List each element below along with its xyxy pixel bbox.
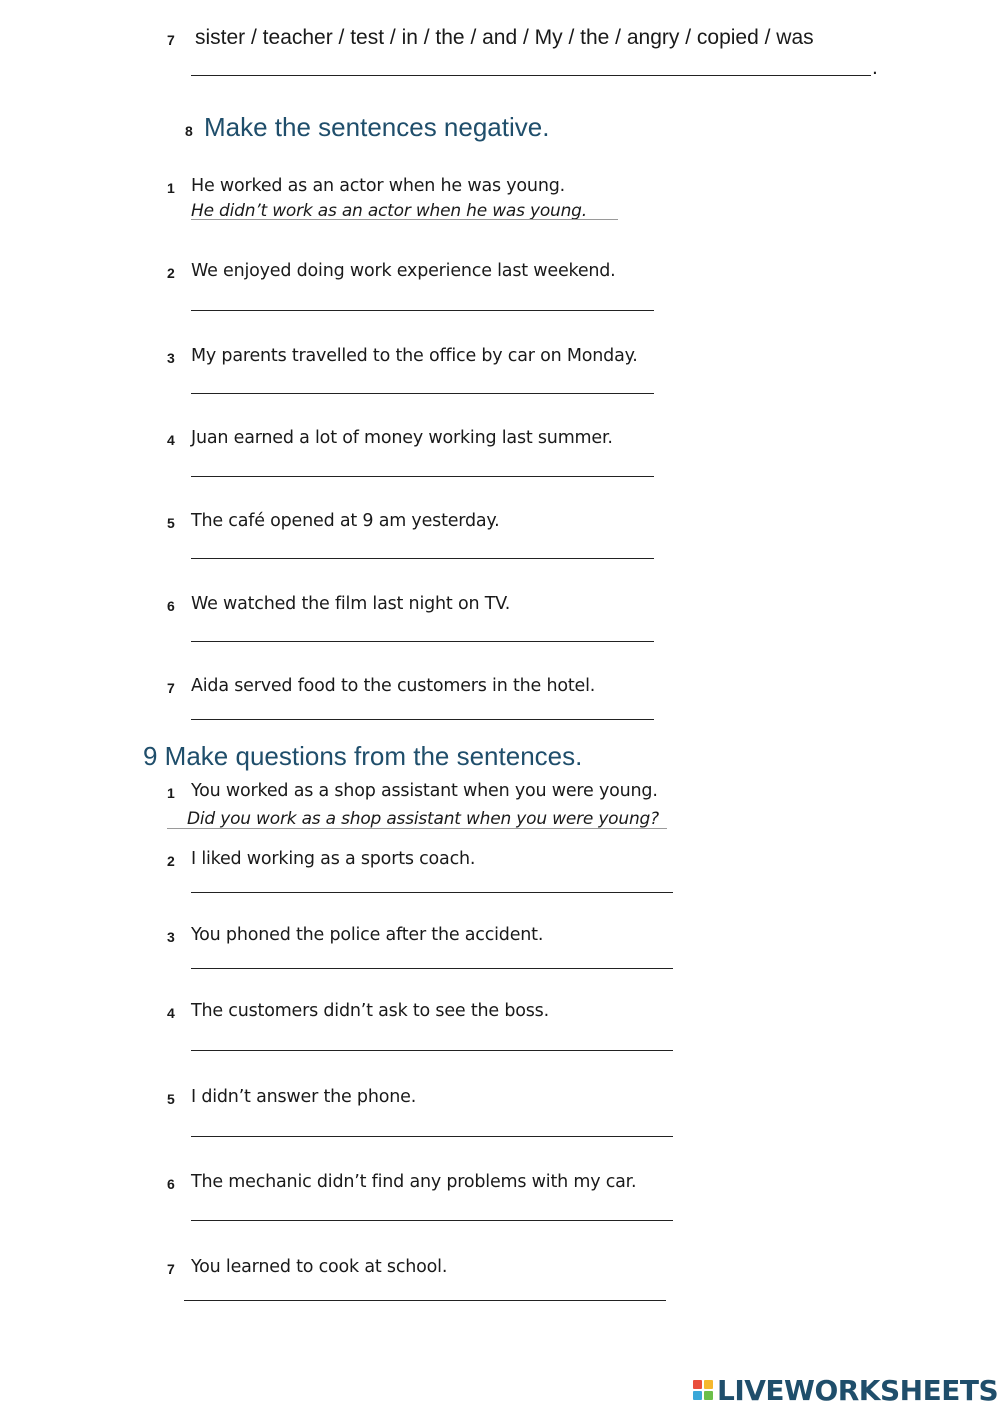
s9-item-number: 3: [167, 929, 175, 945]
s9-item-text: The mechanic didn’t find any problems with my car.: [191, 1172, 637, 1192]
s8-answer-line[interactable]: [191, 310, 654, 311]
s8-item-text: We enjoyed doing work experience last weekend.: [191, 261, 616, 281]
liveworksheets-logo-text: LIVEWORKSHEETS: [717, 1373, 999, 1407]
s8-item-number: 2: [167, 265, 175, 281]
s9-item-number: 1: [167, 785, 175, 801]
s8-item-number: 5: [167, 515, 175, 531]
s9-item-text: The customers didn’t ask to see the boss.: [191, 1001, 549, 1021]
task7-answer-line[interactable]: [191, 75, 871, 76]
section9-title: 9 Make questions from the sentences.: [143, 741, 583, 771]
s9-item-text: You worked as a shop assistant when you were young.: [191, 781, 658, 801]
s9-answer-line[interactable]: [191, 1136, 673, 1137]
s9-item-number: 6: [167, 1176, 175, 1192]
s8-item-text: My parents travelled to the office by car on Monday.: [191, 346, 638, 366]
s9-item-text: I didn’t answer the phone.: [191, 1087, 417, 1107]
s8-item-text: Aida served food to the customers in the hotel.: [191, 676, 596, 696]
s8-item-number: 6: [167, 598, 175, 614]
s8-item-text: He worked as an actor when he was young.: [191, 176, 565, 196]
s8-answer-line[interactable]: [191, 393, 654, 394]
logo-square-icon: [704, 1391, 713, 1400]
s9-item-text: I liked working as a sports coach.: [191, 849, 476, 869]
liveworksheets-logo-icon: [693, 1380, 713, 1400]
s9-answer-line: [167, 828, 667, 829]
s9-answer-line[interactable]: [191, 968, 673, 969]
s8-item-number: 7: [167, 680, 175, 696]
s8-item-text: Juan earned a lot of money working last summer.: [191, 428, 613, 448]
s8-example-answer: He didn’t work as an actor when he was young.: [191, 201, 587, 221]
s8-answer-line[interactable]: [191, 719, 654, 720]
logo-square-icon: [693, 1380, 702, 1389]
s9-item-number: 4: [167, 1005, 175, 1021]
s8-answer-line[interactable]: [191, 641, 654, 642]
s9-item-number: 7: [167, 1261, 175, 1277]
s8-answer-line[interactable]: [191, 476, 654, 477]
task7-number: 7: [167, 32, 175, 48]
s9-answer-line[interactable]: [191, 1220, 673, 1221]
task7-line-end: .: [872, 56, 878, 79]
s9-example-answer: Did you work as a shop assistant when you were young?: [187, 809, 659, 829]
s9-item-number: 2: [167, 853, 175, 869]
liveworksheets-logo[interactable]: [693, 1374, 998, 1406]
s9-item-number: 5: [167, 1091, 175, 1107]
s8-answer-line: [191, 219, 618, 220]
s8-item-text: The café opened at 9 am yesterday.: [191, 511, 500, 531]
s9-answer-line[interactable]: [191, 892, 673, 893]
s9-item-text: You learned to cook at school.: [191, 1257, 448, 1277]
s8-answer-line[interactable]: [191, 558, 654, 559]
section8-number: 8: [185, 123, 193, 139]
task7-jumbled-words: sister / teacher / test / in / the / and / My / the / angry / copied / was: [195, 26, 814, 49]
s9-answer-line[interactable]: [191, 1050, 673, 1051]
s8-item-number: 3: [167, 350, 175, 366]
s9-item-text: You phoned the police after the accident.: [191, 925, 544, 945]
s8-item-number: 4: [167, 432, 175, 448]
logo-square-icon: [693, 1391, 702, 1400]
s9-answer-line[interactable]: [184, 1300, 666, 1301]
logo-square-icon: [704, 1380, 713, 1389]
section8-title: Make the sentences negative.: [204, 112, 550, 142]
s8-item-text: We watched the film last night on TV.: [191, 594, 511, 614]
s8-item-number: 1: [167, 180, 175, 196]
